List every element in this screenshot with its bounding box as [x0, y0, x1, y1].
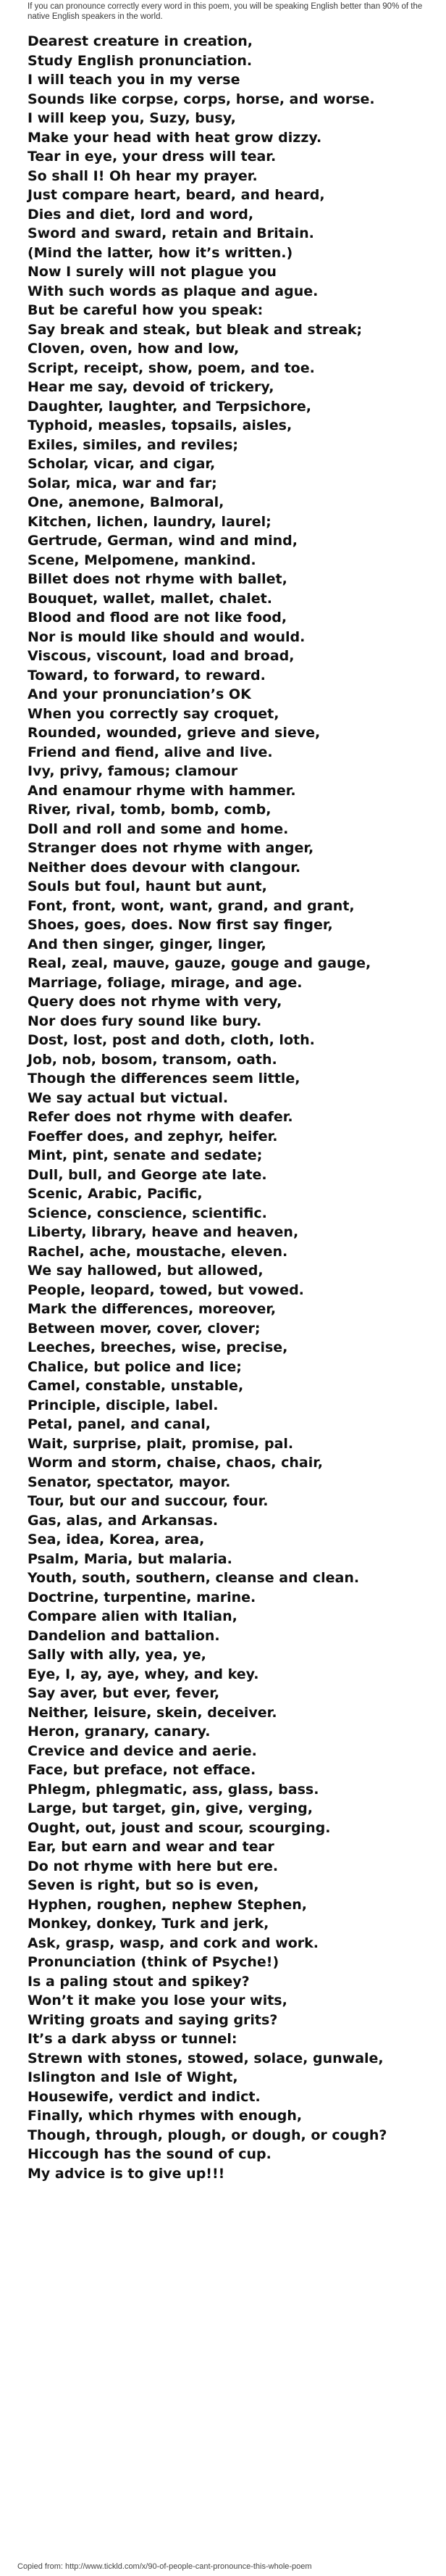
poem-line: Nor is mould like should and would.: [28, 628, 306, 645]
poem-line: Sea, idea, Korea, area,: [28, 1532, 205, 1547]
poem-line: Petal, panel, and canal,: [28, 1416, 211, 1432]
poem-line: Shoes, goes, does. Now first say finger,: [28, 917, 333, 933]
poem-line: Mint, pint, senate and sedate;: [28, 1147, 263, 1163]
poem-line: Though the differences seem little,: [28, 1071, 300, 1087]
poem-line: Face, but preface, not efface.: [28, 1762, 256, 1778]
poem-line: Toward, to forward, to reward.: [28, 667, 266, 684]
poem-line: Psalm, Maria, but malaria.: [28, 1550, 232, 1567]
poem-line: Foeffer does, and zephyr, heifer.: [28, 1128, 278, 1144]
poem-line: Bouquet, wallet, mallet, chalet.: [28, 590, 272, 607]
poem-line: Tear in eye, your dress will tear.: [28, 149, 277, 165]
poem-line: People, leopard, towed, but vowed.: [28, 1281, 304, 1298]
poem-line: Heron, granary, canary.: [28, 1724, 211, 1740]
poem-line: Kitchen, lichen, laundry, laurel;: [28, 513, 272, 530]
poem-line: Hear me say, devoid of trickery,: [28, 379, 274, 395]
poem-line: Seven is right, but so is even,: [28, 1877, 259, 1893]
poem-line: One, anemone, Balmoral,: [28, 494, 224, 510]
poem-line: Real, zeal, mauve, gauze, gouge and gauge,: [28, 955, 371, 971]
poem-line: Though, through, plough, or dough, or cough?: [28, 2127, 387, 2143]
poem-line: Billet does not rhyme with ballet,: [28, 571, 287, 587]
poem-line: Rounded, wounded, grieve and sieve,: [28, 725, 321, 741]
poem-line: Gertrude, German, wind and mind,: [28, 533, 298, 549]
poem-line: Dost, lost, post and doth, cloth, loth.: [28, 1032, 315, 1048]
poem-line: We say hallowed, but allowed,: [28, 1263, 264, 1279]
poem-line: I will teach you in my verse: [28, 72, 240, 88]
poem-line: Blood and flood are not like food,: [28, 610, 287, 626]
poem-line: Exiles, similes, and reviles;: [28, 436, 238, 453]
poem-line: Tour, but our and succour, four.: [28, 1493, 269, 1509]
poem-line: Ivy, privy, famous; clamour: [28, 763, 238, 779]
poem-line: (Mind the latter, how it’s written.): [28, 244, 293, 261]
poem-line: Neither, leisure, skein, deceiver.: [28, 1704, 277, 1721]
poem-line: When you correctly say croquet,: [28, 705, 279, 722]
poem-line: Refer does not rhyme with deafer.: [28, 1109, 293, 1125]
poem-line: My advice is to give up!!!: [28, 2165, 225, 2182]
poem-line: Scholar, vicar, and cigar,: [28, 456, 216, 472]
poem-line: Do not rhyme with here but ere.: [28, 1858, 279, 1874]
poem-line: So shall I! Oh hear my prayer.: [28, 167, 258, 184]
poem-line: Daughter, laughter, and Terpsichore,: [28, 398, 311, 415]
poem-line: Wait, surprise, plait, promise, pal.: [28, 1435, 294, 1452]
source-credit: Copied from: http://www.tickld.com/x/90-of-people-cant-pronounce-this-whole-poem: [17, 2562, 312, 2571]
poem-line: Pronunciation (think of Psyche!): [28, 1954, 279, 1970]
poem-line: Compare alien with Italian,: [28, 1608, 237, 1624]
poem-line: Neither does devour with clangour.: [28, 859, 301, 876]
poem-line: Senator, spectator, mayor.: [28, 1474, 231, 1490]
poem-line: Souls but foul, haunt but aunt,: [28, 878, 267, 894]
poem-line: Scenic, Arabic, Pacific,: [28, 1186, 203, 1202]
poem-line: Marriage, foliage, mirage, and age.: [28, 974, 303, 991]
poem-line: Sword and sward, retain and Britain.: [28, 225, 314, 241]
poem-line: Job, nob, bosom, transom, oath.: [28, 1051, 277, 1068]
poem-line: Dies and diet, lord and word,: [28, 206, 254, 223]
poem-line: Make your head with heat grow dizzy.: [28, 129, 322, 146]
poem-line: Ear, but earn and wear and tear: [28, 1839, 274, 1855]
poem-line: Typhoid, measles, topsails, aisles,: [28, 417, 293, 433]
poem-line: Finally, which rhymes with enough,: [28, 2108, 303, 2124]
poem-line: Won’t it make you lose your wits,: [28, 1993, 287, 2008]
poem-line: But be careful how you speak:: [28, 302, 264, 318]
poem-line: Sounds like corpse, corps, horse, and worse.: [28, 91, 375, 107]
poem-line: Chalice, but police and lice;: [28, 1358, 242, 1375]
poem-line: Doll and roll and some and home.: [28, 820, 289, 837]
poem-line: Font, front, wont, want, grand, and grant,: [28, 897, 355, 914]
poem-line: We say actual but victual.: [28, 1089, 229, 1106]
poem-line: Solar, mica, war and far;: [28, 475, 217, 491]
poem-line: Gas, alas, and Arkansas.: [28, 1512, 219, 1529]
poem-line: Now I surely will not plague you: [28, 264, 277, 280]
poem-line: I will keep you, Suzy, busy,: [28, 110, 236, 126]
poem-line: Scene, Melpomene, mankind.: [28, 552, 256, 568]
poem-line: Between mover, cover, clover;: [28, 1320, 261, 1337]
poem-line: Liberty, library, heave and heaven,: [28, 1224, 299, 1240]
poem-line: Phlegm, phlegmatic, ass, glass, bass.: [28, 1781, 319, 1798]
poem-line: Housewife, verdict and indict.: [28, 2088, 261, 2105]
poem-line: Friend and fiend, alive and live.: [28, 744, 273, 760]
poem-line: Script, receipt, show, poem, and toe.: [28, 360, 315, 376]
poem-line: Just compare heart, beard, and heard,: [28, 187, 325, 203]
poem-line: Monkey, donkey, Turk and jerk,: [28, 1916, 269, 1932]
poem-line: Crevice and device and aerie.: [28, 1742, 257, 1759]
poem-line: Cloven, oven, how and low,: [28, 341, 240, 357]
poem-line: Say aver, but ever, fever,: [28, 1685, 220, 1701]
poem-line: Rachel, ache, moustache, eleven.: [28, 1243, 288, 1260]
poem-line: Mark the differences, moreover,: [28, 1301, 277, 1317]
poem-line: Camel, constable, unstable,: [28, 1378, 244, 1394]
poem-line: Strewn with stones, stowed, solace, gunwale,: [28, 2050, 384, 2066]
poem-line: And then singer, ginger, linger,: [28, 936, 266, 952]
poem-line: Hiccough has the sound of cup.: [28, 2146, 272, 2162]
poem-line: Leeches, breeches, wise, precise,: [28, 1339, 288, 1355]
poem-line: Dull, bull, and George ate late.: [28, 1166, 267, 1183]
poem-line: Principle, disciple, label.: [28, 1397, 219, 1413]
poem-lines: [28, 32, 440, 2183]
poem-line: Islington and Isle of Wight,: [28, 2069, 238, 2085]
poem-line: It’s a dark abyss or tunnel:: [28, 2031, 237, 2047]
poem-line: Worm and storm, chaise, chaos, chair,: [28, 1455, 323, 1471]
poem-line: Youth, south, southern, cleanse and clean.: [28, 1570, 360, 1586]
poem-line: Dandelion and battalion.: [28, 1627, 220, 1644]
poem-line: Sally with ally, yea, ye,: [28, 1647, 206, 1663]
poem-line: Say break and steak, but bleak and streak;: [28, 321, 363, 338]
poem-line: Stranger does not rhyme with anger,: [28, 840, 314, 856]
poem-line: Writing groats and saying grits?: [28, 2011, 278, 2028]
poem-line: Large, but target, gin, give, verging,: [28, 1800, 313, 1816]
poem-line: Is a paling stout and spikey?: [28, 1973, 250, 1990]
poem-line: And enamour rhyme with hammer.: [28, 782, 296, 799]
poem-line: Nor does fury sound like bury.: [28, 1013, 262, 1029]
poem-line: Science, conscience, scientific.: [28, 1205, 267, 1221]
poem-line: Ask, grasp, wasp, and cork and work.: [28, 1935, 319, 1951]
poem-line: Query does not rhyme with very,: [28, 994, 282, 1010]
poem-line: With such words as plaque and ague.: [28, 283, 319, 299]
poem-line: Study English pronunciation.: [28, 52, 253, 69]
poem-line: Hyphen, roughen, nephew Stephen,: [28, 1896, 307, 1913]
poem-line: River, rival, tomb, bomb, comb,: [28, 802, 272, 818]
poem-line: Viscous, viscount, load and broad,: [28, 648, 295, 664]
poem-line: Ought, out, joust and scour, scourging.: [28, 1819, 331, 1836]
intro-text: If you can pronounce correctly every word in this poem, you will be speaking English better than 90% of the native English speakers in the world.: [28, 2, 423, 21]
poem-line: And your pronunciation’s OK: [28, 686, 251, 702]
poem-line: Eye, I, ay, aye, whey, and key.: [28, 1666, 259, 1682]
poem-line: Dearest creature in creation,: [28, 33, 253, 49]
poem-line: Doctrine, turpentine, marine.: [28, 1589, 256, 1605]
